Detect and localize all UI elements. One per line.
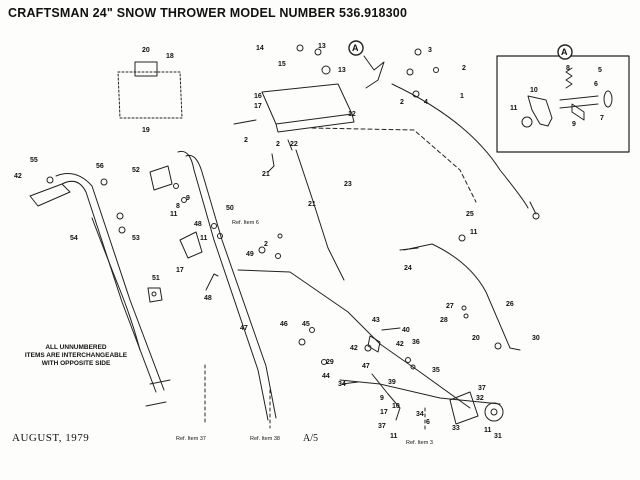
part-label-45: 45 (302, 321, 310, 328)
part-label-a-10: 10 (530, 87, 538, 94)
part-label-46: 46 (280, 321, 288, 328)
part-label-53: 53 (132, 235, 140, 242)
part-label-33: 33 (452, 425, 460, 432)
decal-inner (135, 62, 157, 76)
cable-dashed-guide (312, 128, 476, 202)
part-label-31: 31 (494, 433, 502, 440)
part-label-17: 17 (380, 409, 388, 416)
part-label-2b: 2 (276, 141, 280, 148)
part-label-13: 13 (318, 43, 326, 50)
part-label-14: 14 (256, 45, 264, 52)
part-label-56: 56 (96, 163, 104, 170)
part-label-8: 8 (176, 203, 180, 210)
part-label-28: 28 (440, 317, 448, 324)
part-label-42: 42 (350, 345, 358, 352)
part-label-11e: 11 (170, 211, 178, 218)
part-label-21: 21 (262, 171, 270, 178)
part-label-26: 26 (506, 301, 514, 308)
part-label-44: 44 (322, 373, 330, 380)
part-label-40: 40 (402, 327, 410, 334)
part-label-24: 24 (404, 265, 412, 272)
hook-21 (268, 154, 274, 172)
part-label-50: 50 (226, 205, 234, 212)
part-label-11: 11 (470, 229, 478, 236)
part-label-2d: 2 (400, 99, 404, 106)
part-label-a-7: 7 (600, 115, 604, 122)
part-label-11d: 11 (200, 235, 208, 242)
part-label-17b: 17 (176, 267, 184, 274)
part-label-30: 30 (532, 335, 540, 342)
part-label-a-9: 9 (572, 121, 576, 128)
part-label-11c: 11 (390, 433, 398, 440)
part-label-51: 51 (152, 275, 160, 282)
part-label-39: 39 (388, 379, 396, 386)
part-label-54: 54 (70, 235, 78, 242)
note-line-1: ALL UNNUMBERED (45, 344, 107, 351)
part-label-20b: 20 (472, 335, 480, 342)
part-label-47b: 47 (240, 325, 248, 332)
part-label-2e: 2 (264, 241, 268, 248)
bracket-51 (148, 288, 162, 302)
part-label-34b: 34 (416, 411, 424, 418)
footer-date: AUGUST, 1979 (12, 432, 90, 444)
bolt-d (400, 248, 418, 250)
part-label-a-6: 6 (594, 81, 598, 88)
part-label-17: 17 (254, 103, 262, 110)
part-label-36: 36 (412, 339, 420, 346)
control-panel-plate (262, 84, 352, 124)
clip-52 (150, 166, 172, 190)
lower-cross-rod (238, 270, 470, 408)
part-label-27: 27 (446, 303, 454, 310)
detail-a-shaft (560, 96, 598, 108)
part-label-10: 10 (392, 403, 400, 410)
part-label-34: 34 (338, 381, 346, 388)
part-label-22: 22 (290, 141, 298, 148)
right-cable (392, 84, 528, 208)
part-label-2c: 2 (462, 65, 466, 72)
part-label-43: 43 (372, 317, 380, 324)
part-label-32: 32 (476, 395, 484, 402)
part-label-4: 4 (424, 99, 428, 106)
part-label-a-11: 11 (510, 105, 518, 112)
bolt-a (234, 120, 256, 124)
part-label-37: 37 (378, 423, 386, 430)
part-label-a-8: 8 (566, 65, 570, 72)
part-label-9b: 9 (186, 195, 190, 202)
ref-label-item-38: Ref. Item 38 (250, 436, 280, 442)
part-label-a-5: 5 (598, 67, 602, 74)
part-label-49: 49 (246, 251, 254, 258)
part-label-42c: 42 (14, 173, 22, 180)
part-label-25: 25 (466, 211, 474, 218)
part-label-48b: 48 (204, 295, 212, 302)
unnumbered-items-note (12, 344, 140, 368)
part-label-9: 9 (380, 395, 384, 402)
bolt-c (146, 402, 166, 406)
part-label-42b: 42 (396, 341, 404, 348)
part-label-1: 1 (460, 93, 464, 100)
part-label-15: 15 (278, 61, 286, 68)
chute-crank-rod (296, 150, 344, 280)
part-label-11b: 11 (484, 427, 492, 434)
ref-label-item-37: Ref. Item 37 (176, 436, 206, 442)
part-label-12: 12 (348, 111, 356, 118)
detail-a-marker-text: A (561, 47, 568, 57)
part-label-35: 35 (432, 367, 440, 374)
part-label-16: 16 (254, 93, 262, 100)
part-label-55: 55 (30, 157, 38, 164)
clevis-43 (368, 336, 380, 352)
upper-handle-right (178, 151, 268, 420)
detail-a-nut (522, 117, 532, 127)
part-label-18: 18 (166, 53, 174, 60)
lever-48 (206, 274, 218, 290)
detail-a-callout-text: A (352, 43, 359, 53)
part-label-23: 23 (344, 181, 352, 188)
part-label-52: 52 (132, 167, 140, 174)
handle-grip-left (30, 184, 70, 206)
part-label-3: 3 (428, 47, 432, 54)
part-label-13b: 13 (338, 67, 346, 74)
part-label-20: 20 (142, 47, 150, 54)
part-label-47: 47 (362, 363, 370, 370)
decal-panel (118, 72, 182, 118)
part-label-6: 6 (426, 419, 430, 426)
part-label-21b: 21 (308, 201, 316, 208)
detail-a-bushing (604, 91, 612, 107)
shift-rod (404, 244, 520, 350)
note-line-2: ITEMS ARE INTERCHANGEABLE (24, 352, 128, 359)
page-title: CRAFTSMAN 24" SNOW THROWER MODEL NUMBER 536.918300 (8, 6, 408, 20)
part-label-37b: 37 (478, 385, 486, 392)
part-label-19: 19 (142, 127, 150, 134)
friction-wheel (485, 403, 503, 421)
ref-label-item-3: Ref. Item 3 (406, 440, 433, 446)
clip-49 (180, 232, 202, 258)
shaft-40 (382, 328, 400, 330)
part-label-2: 2 (244, 137, 248, 144)
footer-page-number: A/5 (303, 433, 318, 444)
ref-label-item-6: Ref. Item 6 (232, 220, 259, 226)
note-line-3: WITH OPPOSITE SIDE (41, 360, 111, 367)
detail-a-frame (497, 56, 629, 152)
reference-labels (176, 220, 433, 446)
part-label-48: 48 (194, 221, 202, 228)
part-label-29: 29 (326, 359, 334, 366)
